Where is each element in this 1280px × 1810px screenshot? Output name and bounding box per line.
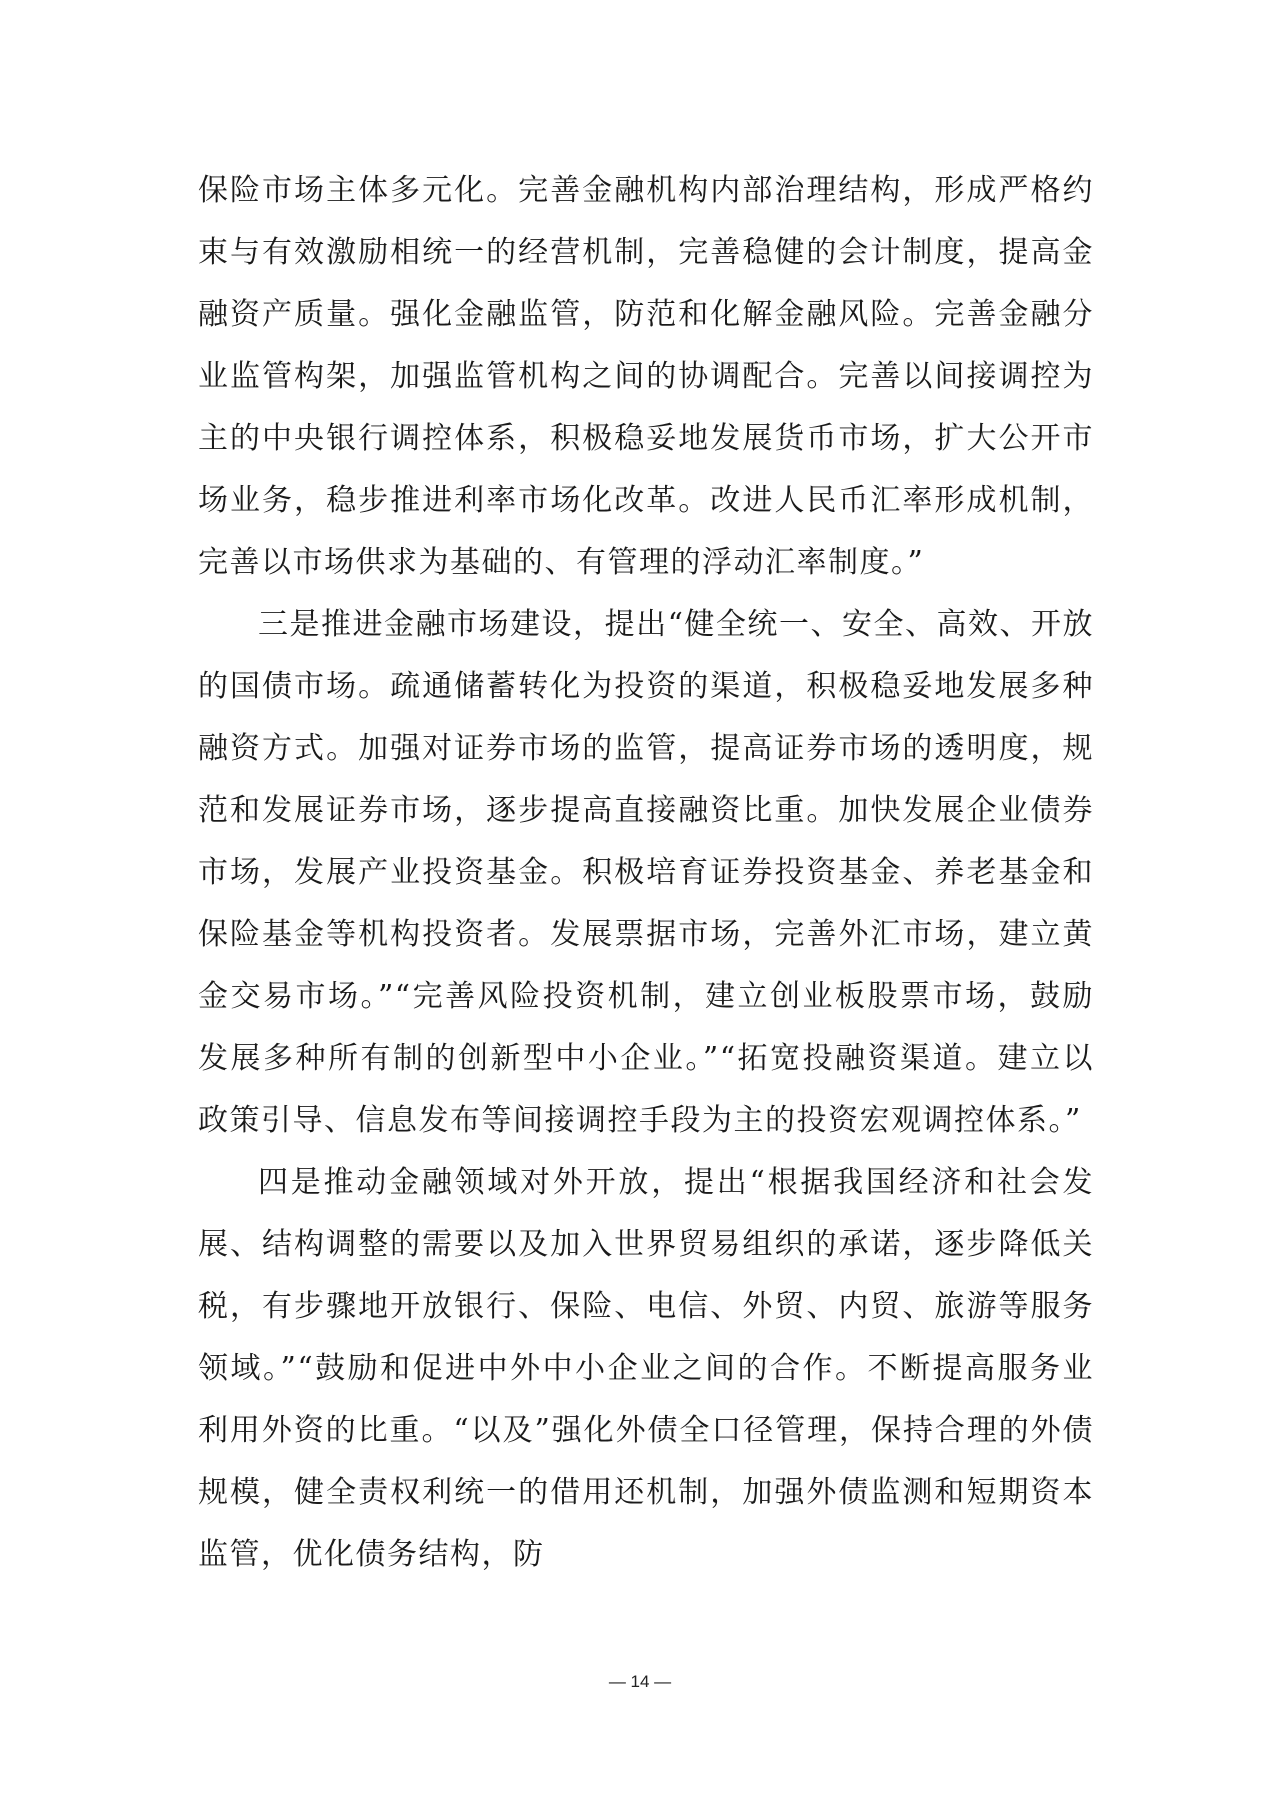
paragraph-financial-market: 三是推进金融市场建设，提出“健全统一、安全、高效、开放的国债市场。疏通储蓄转化为投资的渠道，积极稳妥地发展多种融资方式。加强对证券市场的监管，提高证券市场的透明度，规范和发展证券市场，逐步提高直接融资比重。加快发展企业债券市场，发展产业投资基金。积极培育证券投资基金、养老基金和保险基金等机构投资者。发展票据市场，完善外汇市场，建立黄金交易市场。”“完善风险投资机制，建立创业板股票市场，鼓励发展多种所有制的创新型中小企业。”“拓宽投融资渠道。建立以政策引导、信息发布等间接调控手段为主的投资宏观调控体系。”	[198, 607, 1094, 1138]
paragraph-continued: 保险市场主体多元化。完善金融机构内部治理结构，形成严格约束与有效激励相统一的经营机制，完善稳健的会计制度，提高金融资产质量。强化金融监管，防范和化解金融风险。完善金融分业监管构架，加强监管机构之间的协调配合。完善以间接调控为主的中央银行调控体系，积极稳妥地发展货币市场，扩大公开市场业务，稳步推进利率市场化改革。改进人民币汇率形成机制，完善以市场供求为基础的、有管理的浮动汇率制度。”	[198, 173, 1094, 580]
paragraph-opening-up: 四是推动金融领域对外开放，提出“根据我国经济和社会发展、结构调整的需要以及加入世界贸易组织的承诺，逐步降低关税，有步骤地开放银行、保险、电信、外贸、内贸、旅游等服务领域。”“鼓励和促进中外中小企业之间的合作。不断提高服务业利用外资的比重。“以及”强化外债全口径管理，保持合理的外债规模，健全责权利统一的借用还机制，加强外债监测和短期资本监管，优化债务结构，防	[198, 1165, 1094, 1572]
page-number: — 14 —	[608, 1672, 672, 1691]
body-text	[198, 160, 1094, 1586]
